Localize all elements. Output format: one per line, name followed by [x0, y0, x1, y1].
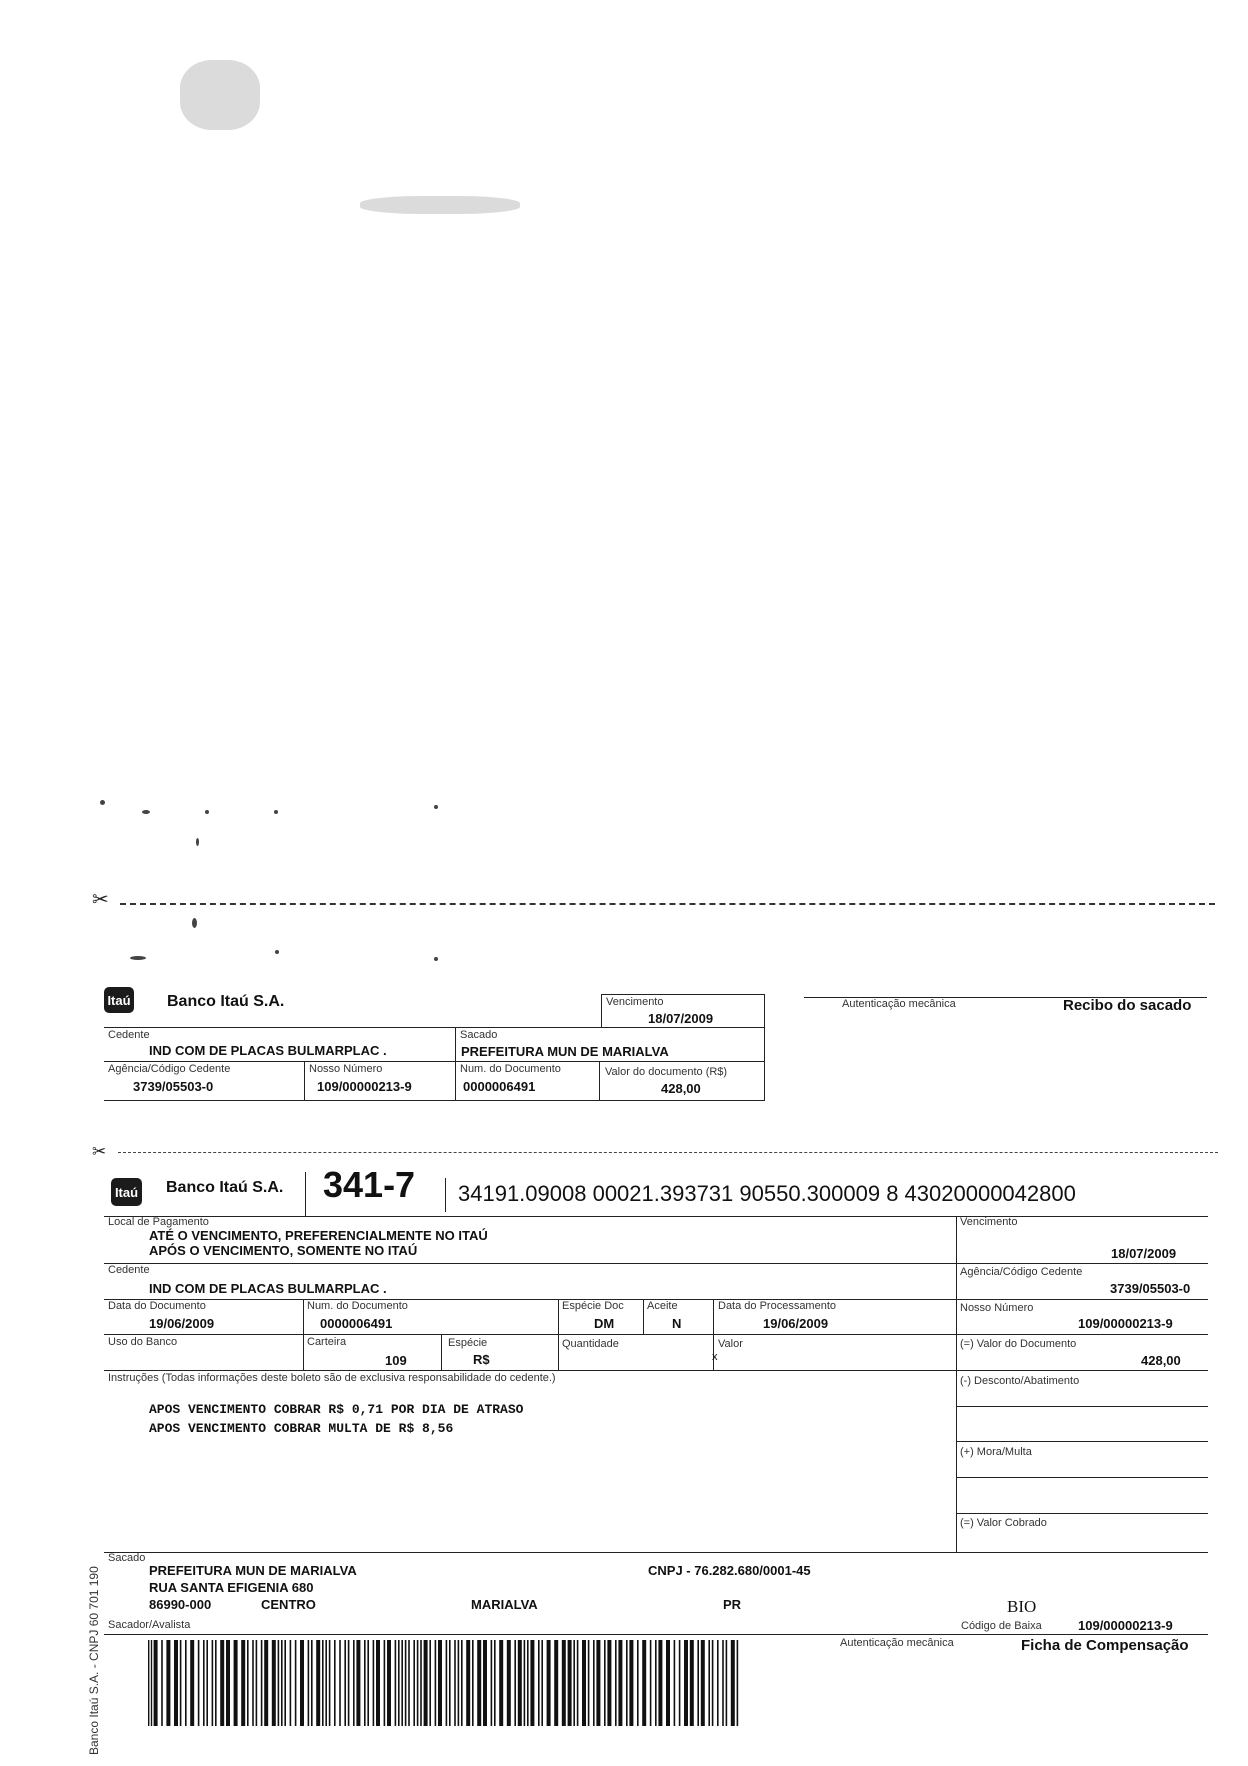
barcode-bar — [234, 1640, 238, 1726]
num-doc-value: 0000006491 — [463, 1079, 536, 1094]
grid-line — [104, 1634, 1208, 1635]
barcode-bar — [541, 1640, 543, 1726]
barcode-bar — [329, 1640, 331, 1726]
sacado-label: Sacado — [460, 1029, 498, 1041]
autenticacao-label: Autenticação mecânica — [840, 1637, 954, 1649]
bank-name: Banco Itaú S.A. — [167, 993, 285, 1010]
barcode-bar — [562, 1640, 566, 1726]
barcode-bar — [629, 1640, 633, 1726]
barcode-bar — [424, 1640, 428, 1726]
barcode-bar — [281, 1640, 283, 1726]
barcode-bar — [212, 1640, 214, 1726]
barcode-bar — [438, 1640, 442, 1726]
barcode-bar — [278, 1640, 280, 1726]
vencimento-label: Vencimento — [960, 1216, 1018, 1228]
barcode-bar — [538, 1640, 540, 1726]
barcode-bar — [684, 1640, 688, 1726]
valor-documento-label: (=) Valor do Documento — [960, 1338, 1077, 1350]
barcode-bar — [642, 1640, 646, 1726]
sacado-endereco: RUA SANTA EFIGENIA 680 — [149, 1580, 314, 1595]
ficha-title: Ficha de Compensação — [1021, 1637, 1189, 1654]
scan-speck — [100, 800, 105, 805]
barcode-bar — [588, 1640, 590, 1726]
scan-smudge — [360, 196, 520, 214]
barcode-bar — [148, 1640, 149, 1726]
barcode-bar — [376, 1640, 380, 1726]
barcode-bar — [398, 1640, 400, 1726]
vencimento-value: 18/07/2009 — [648, 1011, 714, 1026]
sacado-value: PREFEITURA MUN DE MARIALVA — [461, 1044, 669, 1059]
barcode-bar — [615, 1640, 617, 1726]
barcode-bar — [690, 1640, 694, 1726]
scan-speck — [192, 918, 197, 928]
codigo-baixa-mark: BIO — [1007, 1597, 1037, 1616]
barcode-bar — [472, 1640, 474, 1726]
especie-doc-label: Espécie Doc — [562, 1300, 624, 1312]
barcode-bar — [499, 1640, 503, 1726]
grid-line — [104, 1061, 765, 1062]
grid-line — [956, 1406, 1208, 1407]
agencia-label: Agência/Código Cedente — [960, 1266, 1083, 1278]
sacado-label: Sacado — [108, 1552, 146, 1564]
barcode-bar — [284, 1640, 286, 1726]
grid-line — [558, 1299, 559, 1370]
especie-value: R$ — [473, 1352, 490, 1367]
recibo-title: Recibo do sacado — [1063, 997, 1192, 1014]
barcode-bar — [180, 1640, 182, 1726]
barcode-bar — [701, 1640, 705, 1726]
barcode-bar — [226, 1640, 230, 1726]
barcode-bar — [737, 1640, 739, 1726]
barcode-bar — [568, 1640, 572, 1726]
cedente-label: Cedente — [108, 1029, 150, 1041]
barcode-bar — [417, 1640, 419, 1726]
sacado-uf: PR — [723, 1597, 742, 1612]
num-doc-label: Num. do Documento — [307, 1300, 408, 1312]
grid-line — [455, 1027, 456, 1100]
barcode-bar — [316, 1640, 320, 1726]
barcode-bar — [311, 1640, 313, 1726]
barcode-bar — [334, 1640, 336, 1726]
linha-digitavel: 34191.09008 00021.393731 90550.300009 8 43020000042800 — [458, 1181, 1076, 1206]
local-pagamento-label: Local de Pagamento — [108, 1216, 209, 1228]
barcode-bar — [161, 1640, 163, 1726]
local-pagamento-line2: APÓS O VENCIMENTO, SOMENTE NO ITAÚ — [149, 1243, 418, 1258]
barcode-bar — [483, 1640, 487, 1726]
barcode-bar — [679, 1640, 681, 1726]
side-cnpj-text: Banco Itaú S.A. - CNPJ 60 701 190 — [87, 1566, 101, 1755]
barcode-bar — [405, 1640, 407, 1726]
barcode-bar — [708, 1640, 710, 1726]
barcode-bar — [726, 1640, 728, 1726]
scan-speck — [275, 950, 279, 954]
barcode-bar — [325, 1640, 327, 1726]
bank-name: Banco Itaú S.A. — [166, 1179, 284, 1196]
barcode-bar — [264, 1640, 268, 1726]
barcode-bar — [401, 1640, 403, 1726]
instrucao-line1: APOS VENCIMENTO COBRAR R$ 0,71 POR DIA DE ATRASO — [149, 1402, 524, 1417]
barcode-bar — [174, 1640, 178, 1726]
barcode-icon — [148, 1640, 750, 1726]
local-pagamento-line1: ATÉ O VENCIMENTO, PREFERENCIALMENTE NO ITAÚ — [149, 1228, 488, 1243]
barcode-bar — [272, 1640, 276, 1726]
barcode-bar — [524, 1640, 526, 1726]
barcode-bar — [344, 1640, 346, 1726]
barcode-bar — [446, 1640, 448, 1726]
barcode-bar — [241, 1640, 245, 1726]
data-proc-value: 19/06/2009 — [763, 1316, 829, 1331]
barcode-bar — [666, 1640, 670, 1726]
valor-label: Valor — [718, 1338, 743, 1350]
barcode-bar — [387, 1640, 391, 1726]
nosso-numero-label: Nosso Número — [309, 1063, 383, 1075]
data-doc-label: Data do Documento — [108, 1300, 206, 1312]
agencia-value: 3739/05503-0 — [133, 1079, 214, 1094]
barcode-bar — [322, 1640, 324, 1726]
cedente-label: Cedente — [108, 1264, 150, 1276]
grid-line — [303, 1299, 304, 1370]
barcode-bar — [607, 1640, 611, 1726]
barcode-bar — [429, 1640, 431, 1726]
barcode-bar — [722, 1640, 724, 1726]
barcode-bar — [190, 1640, 194, 1726]
barcode-bar — [507, 1640, 511, 1726]
barcode-bar — [461, 1640, 463, 1726]
scan-speck — [274, 810, 278, 814]
barcode-bar — [166, 1640, 170, 1726]
nosso-numero-label: Nosso Número — [960, 1302, 1034, 1314]
barcode-bar — [697, 1640, 699, 1726]
barcode-bar — [384, 1640, 386, 1726]
grid-line — [601, 994, 765, 995]
grid-line — [599, 1061, 600, 1100]
agencia-value: 3739/05503-0 — [1110, 1281, 1191, 1296]
codigo-baixa-value: 109/00000213-9 — [1078, 1618, 1173, 1633]
barcode-bar — [655, 1640, 657, 1726]
scan-speck — [130, 956, 146, 960]
carteira-label: Carteira — [307, 1336, 347, 1348]
barcode-bar — [637, 1640, 639, 1726]
especie-label: Espécie — [448, 1337, 488, 1349]
barcode-bar — [395, 1640, 397, 1726]
grid-line — [104, 1216, 1208, 1217]
scissors-icon: ✂ — [92, 889, 109, 911]
grid-line — [956, 1441, 1208, 1442]
especie-doc-value: DM — [594, 1316, 615, 1331]
barcode-bar — [577, 1640, 579, 1726]
mora-label: (+) Mora/Multa — [960, 1446, 1032, 1458]
data-doc-value: 19/06/2009 — [149, 1316, 215, 1331]
grid-line — [104, 1370, 1208, 1371]
scan-speck — [434, 957, 438, 961]
grid-line — [104, 1027, 765, 1028]
grid-line — [304, 1061, 305, 1100]
barcode-bar — [215, 1640, 217, 1726]
barcode-bar — [261, 1640, 263, 1726]
carteira-value: 109 — [385, 1353, 407, 1368]
valor-doc-label: Valor do documento (R$) — [605, 1066, 728, 1078]
grid-line — [445, 1178, 446, 1212]
agencia-label: Agência/Código Cedente — [108, 1063, 231, 1075]
barcode-bar — [712, 1640, 714, 1726]
barcode-bar — [494, 1640, 496, 1726]
bank-code: 341-7 — [323, 1164, 416, 1205]
scan-speck — [142, 810, 150, 814]
grid-line — [956, 1216, 957, 1552]
barcode-bar — [247, 1640, 249, 1726]
instrucoes-label: Instruções (Todas informações deste boleto são de exclusiva responsabilidade do cedente.) — [108, 1372, 556, 1384]
grid-line — [305, 1172, 306, 1216]
barcode-bar — [449, 1640, 451, 1726]
barcode-bar — [353, 1640, 355, 1726]
scan-smudge — [180, 60, 260, 130]
data-proc-label: Data do Processamento — [718, 1300, 837, 1312]
sacado-cep: 86990-000 — [149, 1597, 212, 1612]
barcode-bar — [308, 1640, 310, 1726]
grid-line — [104, 1100, 765, 1101]
barcode-bar — [408, 1640, 410, 1726]
sacado-cnpj: CNPJ - 76.282.680/0001-45 — [648, 1563, 811, 1578]
instrucao-line2: APOS VENCIMENTO COBRAR MULTA DE R$ 8,56 — [149, 1421, 454, 1436]
nosso-numero-value: 109/00000213-9 — [317, 1079, 412, 1094]
cut-line — [118, 1152, 1218, 1153]
desconto-label: (-) Desconto/Abatimento — [960, 1375, 1080, 1387]
barcode-bar — [458, 1640, 460, 1726]
barcode-bar — [364, 1640, 366, 1726]
aceite-value: N — [672, 1316, 682, 1331]
sacado-bairro: CENTRO — [261, 1597, 316, 1612]
quantidade-label: Quantidade — [562, 1338, 619, 1350]
barcode-bar — [618, 1640, 622, 1726]
grid-line — [104, 1334, 1208, 1335]
sacado-cidade: MARIALVA — [471, 1597, 538, 1612]
valor-doc-value: 428,00 — [661, 1081, 701, 1096]
codigo-baixa-label: Código de Baixa — [961, 1620, 1042, 1632]
barcode-bar — [413, 1640, 415, 1726]
barcode-bar — [198, 1640, 200, 1726]
barcode-bar — [717, 1640, 719, 1726]
barcode-bar — [154, 1640, 158, 1726]
num-doc-label: Num. do Documento — [460, 1063, 561, 1075]
grid-line — [956, 1477, 1208, 1478]
barcode-bar — [256, 1640, 258, 1726]
uso-banco-label: Uso do Banco — [108, 1336, 178, 1348]
barcode-bar — [604, 1640, 606, 1726]
barcode-bar — [593, 1640, 595, 1726]
barcode-bar — [650, 1640, 652, 1726]
nosso-numero-value: 109/00000213-9 — [1078, 1316, 1173, 1331]
grid-line — [104, 1552, 1208, 1553]
barcode-bar — [547, 1640, 551, 1726]
barcode-bar — [290, 1640, 292, 1726]
barcode-bar — [373, 1640, 375, 1726]
scissors-icon: ✂ — [92, 1142, 107, 1161]
barcode-bar — [518, 1640, 522, 1726]
barcode-bar — [367, 1640, 369, 1726]
barcode-bar — [582, 1640, 586, 1726]
barcode-bar — [731, 1640, 735, 1726]
barcode-bar — [596, 1640, 600, 1726]
grid-line — [601, 994, 602, 1027]
barcode-bar — [435, 1640, 437, 1726]
barcode-bar — [348, 1640, 350, 1726]
barcode-bar — [514, 1640, 516, 1726]
sacador-label: Sacador/Avalista — [108, 1619, 191, 1631]
itau-logo-icon: Itaú — [111, 1178, 142, 1206]
barcode-bar — [220, 1640, 224, 1726]
grid-line — [956, 1513, 1208, 1514]
cedente-value: IND COM DE PLACAS BULMARPLAC . — [149, 1043, 387, 1058]
barcode-bar — [300, 1640, 304, 1726]
num-doc-value: 0000006491 — [320, 1316, 393, 1331]
autenticacao-label: Autenticação mecânica — [842, 998, 956, 1010]
grid-line — [764, 994, 765, 1100]
barcode-bar — [674, 1640, 676, 1726]
barcode-bar — [527, 1640, 529, 1726]
grid-line — [104, 1263, 1208, 1264]
barcode-bar — [477, 1640, 481, 1726]
barcode-bar — [420, 1640, 422, 1726]
itau-logo-icon: Itaú — [104, 987, 134, 1013]
scan-speck — [196, 838, 199, 846]
barcode-bar — [356, 1640, 360, 1726]
grid-line — [441, 1334, 442, 1370]
barcode-bar — [554, 1640, 558, 1726]
valor-documento-value: 428,00 — [1141, 1353, 1181, 1368]
grid-line — [643, 1299, 644, 1335]
barcode-bar — [530, 1640, 534, 1726]
barcode-bar — [466, 1640, 470, 1726]
vencimento-value: 18/07/2009 — [1111, 1246, 1177, 1261]
barcode-bar — [185, 1640, 187, 1726]
cedente-value: IND COM DE PLACAS BULMARPLAC . — [149, 1281, 387, 1296]
barcode-bar — [203, 1640, 205, 1726]
valor-cobrado-label: (=) Valor Cobrado — [960, 1517, 1047, 1529]
barcode-bar — [454, 1640, 456, 1726]
barcode-bar — [252, 1640, 254, 1726]
scan-speck — [205, 810, 209, 814]
valor-x-mark: x — [712, 1351, 718, 1363]
scan-speck — [434, 805, 438, 809]
barcode-bar — [339, 1640, 341, 1726]
barcode-bar — [626, 1640, 628, 1726]
vencimento-label: Vencimento — [606, 996, 664, 1008]
barcode-bar — [573, 1640, 575, 1726]
barcode-bar — [151, 1640, 152, 1726]
cut-line — [120, 903, 1215, 905]
sacado-nome: PREFEITURA MUN DE MARIALVA — [149, 1563, 357, 1578]
barcode-bar — [658, 1640, 662, 1726]
aceite-label: Aceite — [647, 1300, 678, 1312]
barcode-bar — [295, 1640, 297, 1726]
barcode-bar — [206, 1640, 208, 1726]
barcode-bar — [491, 1640, 493, 1726]
